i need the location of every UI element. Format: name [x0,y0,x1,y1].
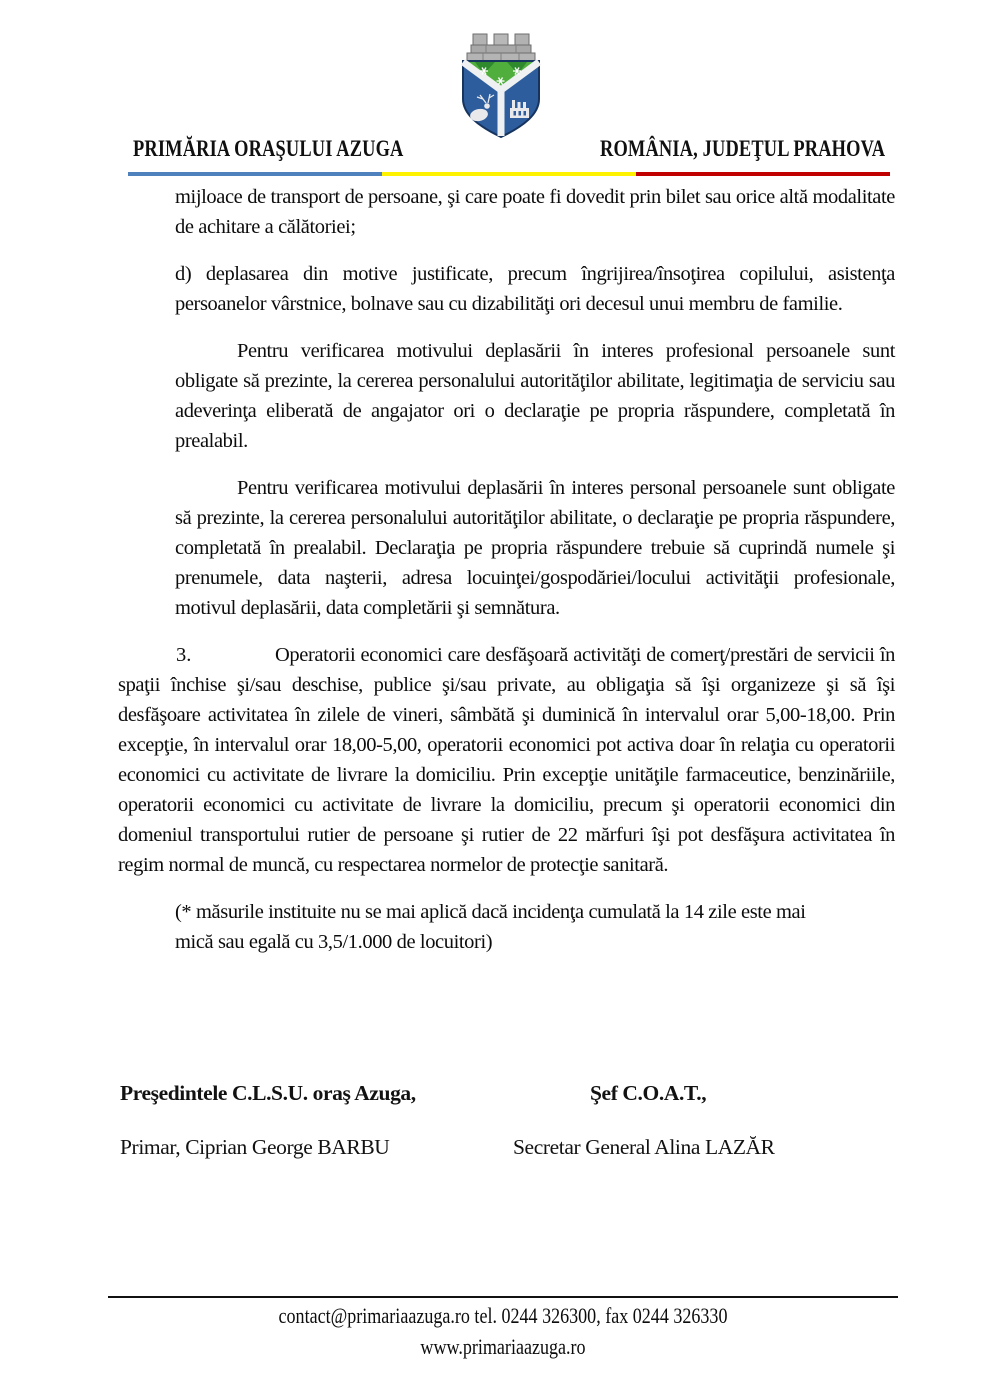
header-country-county: ROMÂNIA, JUDEŢUL PRAHOVA [600,136,886,161]
signature-title-left: Preşedintele C.L.S.U. oraş Azuga, [120,1081,416,1105]
footnote-line: mică sau egală cu 3,5/1.000 de locuitori) [175,931,493,953]
tricolor-divider [128,172,890,176]
signature-name-left: Primar, Ciprian George BARBU [120,1135,390,1159]
paragraph: mijloace de transport de persoane, şi care poate fi dovedit prin bilet sau orice altă modalitate de achitare a călătoriei; [175,186,895,238]
item-text: Operatorii economici care desfăşoară activităţi de comerţ/prestări de servicii în spaţii închise şi/sau deschise, publice şi/sau private, au obligaţia să îşi organizeze şi să îşi desfăşoare activitatea în zilele de vineri, sâmbătă şi duminică în intervalul orar 5,00-18,00. Prin excepţie, în intervalul orar 18,00-5,00, operatorii economici pot activa doar în relaţia cu operatorii economici cu activitate de livrare la domiciliu. Prin excepţie unităţile farmaceutice, benzinăriile, operatorii economici cu activitate de livrare la domiciliu, precum şi operatorii economici din domeniul transportului rutier de persoane şi rutier de 22 mărfuri îşi pot desfăşura activitatea în regim normal de muncă, cu respectarea normelor de protecţie sanitară. [118,644,895,876]
signature-titles-row [118,1081,918,1111]
footnote-line: (* măsurile instituite nu se mai aplică dacă incidenţa cumulată la 14 zile este mai [175,901,806,923]
flag-red-segment [636,172,890,176]
document-body [118,182,895,957]
paragraph: Pentru verificarea motivului deplasării în interes personal persoanele sunt obligate să prezinte, la cererea personalului autorităţilor abilitate, o declaraţie pe propria răspundere, completată în prealabil. Declaraţia pe propria răspundere trebuie să cuprindă numele şi prenumele, data naşterii, adresa locuinţei/gospodăriei/locului activităţii profesionale, motivul deplasării, data completării şi semnătura. [175,477,895,619]
signature-names-row [118,1135,918,1165]
page-footer [108,1296,898,1362]
paragraph: Pentru verificarea motivului deplasării în interes profesional persoanele sunt obligate să prezinte, la cererea personalului autorităţilor abilitate, legitimaţia de serviciu sau adeverinţa eliberată de angajator ori o declaraţie pe propria răspundere, completată în prealabil. [175,340,895,452]
flag-yellow-segment [382,172,636,176]
footer-website: www.primariaazuga.ro [420,1334,586,1359]
signature-name-right: Secretar General Alina LAZĂR [513,1135,775,1159]
footnote [175,897,955,957]
item-number: 3. [176,644,192,666]
mural-crown [467,34,535,61]
flag-blue-segment [128,172,382,176]
header-municipality: PRIMĂRIA ORAŞULUI AZUGA [133,136,404,161]
paragraph: d) deplasarea din motive justificate, precum îngrijirea/însoţirea copilului, asistenţa persoanelor vârstnice, bolnave sau cu dizabilităţi ori decesul unui membru de familie. [175,263,895,315]
footer-contact: contact@primariaazuga.ro tel. 0244 326300, fax 0244 326330 [278,1303,728,1328]
signature-title-right: Şef C.O.A.T., [590,1081,707,1105]
paragraph-item-3 [118,640,895,880]
azuga-coat-of-arms-icon [453,28,549,142]
